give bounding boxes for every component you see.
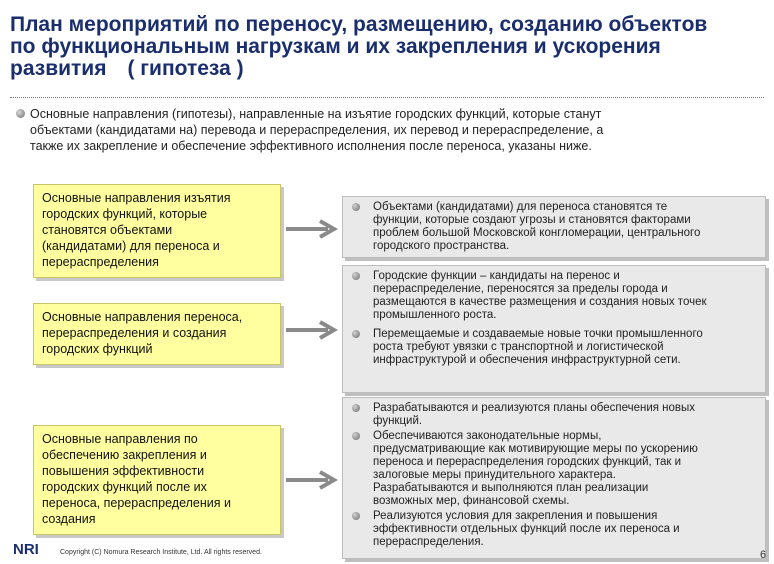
intro-line: также их закрепление и обеспечение эффективного исполнения после переноса, указаны ниже. (30, 139, 592, 153)
intro-paragraph (30, 106, 750, 154)
bullet-icon (352, 432, 360, 440)
item-line: Разрабатываются и выполняются план реализации (373, 482, 649, 494)
list-item (373, 328, 757, 367)
item-line: переноса и перераспределения городских функций, так и (373, 456, 682, 468)
nri-logo: NRI (13, 541, 39, 558)
page-number: 6 (760, 549, 767, 561)
item-line: перераспределение, переносятся за пределы города и (373, 283, 668, 295)
item-line: городского пространства. (373, 240, 510, 252)
item-line: залоговые меры принудительного характера. (373, 469, 616, 481)
title-divider (10, 97, 764, 98)
box-line: Основные направления по (42, 432, 198, 446)
box-line: переноса, перераспределения и (42, 496, 231, 510)
title-line: по функциональным нагрузкам и их закрепления и ускорения (10, 35, 661, 58)
box-line: городских функций (42, 342, 153, 356)
item-line: возможных мер, финансовой схемы. (373, 495, 570, 507)
arrow-right-icon (284, 218, 340, 240)
item-line: эффективности отдельных функций после их переноса и (373, 523, 680, 535)
arrow-right-icon (284, 319, 340, 341)
page-title (10, 14, 766, 80)
item-line: предусматривающие как мотивирующие меры по ускорению (373, 443, 698, 455)
copyright-text: Copyright (C) Nomura Research Institute, Ltd. All rights reserved. (60, 549, 262, 556)
box-line: создания (42, 512, 96, 526)
item-line: Городские функции – кандидаты на перенос и (373, 270, 620, 282)
intro-line: объектами (кандидатами на) перевода и перераспределения, их перевод и перераспределение, а (30, 123, 604, 137)
box-line: Основные направления изъятия (42, 191, 231, 205)
detail-box-transfer (342, 265, 766, 393)
item-line: функций. (373, 415, 423, 427)
item-line: размещаются в качестве размещения и создания новых точек (373, 296, 707, 308)
list-item (373, 430, 757, 508)
box-line: городских функций после их (42, 480, 207, 494)
box-line: Основные направления переноса, (42, 310, 243, 324)
list-item (373, 402, 757, 428)
bullet-icon (352, 203, 360, 211)
item-line: Разрабатываются и реализуются планы обеспечения новых (373, 402, 696, 414)
item-line: функции, которые создают угрозы и становятся факторами (373, 214, 691, 226)
bullet-icon (352, 272, 360, 280)
bullet-icon (352, 330, 360, 338)
item-line: перераспределения. (373, 536, 484, 548)
direction-box-transfer (33, 303, 281, 365)
arrow-right-icon (284, 469, 340, 491)
bullet-icon (16, 109, 25, 118)
box-line: перераспределения и создания (42, 326, 227, 340)
item-line: промышленного роста. (373, 309, 497, 321)
title-line: План мероприятий по переносу, размещению, созданию объектов (10, 13, 708, 36)
box-line: повышения эффективности (42, 464, 205, 478)
box-line: становятся объектами (42, 223, 173, 237)
direction-box-withdrawal (33, 184, 281, 278)
list-item (373, 201, 757, 253)
detail-box-consolidation (342, 397, 766, 559)
bullet-icon (352, 404, 360, 412)
item-line: Реализуются условия для закрепления и повышения (373, 510, 658, 522)
bullet-icon (352, 512, 360, 520)
list-item (373, 270, 757, 322)
box-line: городских функций, которые (42, 207, 208, 221)
item-line: проблем большой Московской конгломерации, центрального (373, 227, 701, 239)
box-line: (кандидатами) для переноса и (42, 239, 220, 253)
detail-box-withdrawal (342, 196, 766, 258)
item-line: роста требуют увязки с транспортной и логистической (373, 341, 664, 353)
item-line: инфраструктурой и обеспечения инфраструктурной сети. (373, 354, 681, 366)
list-item (373, 510, 757, 549)
item-line: Перемещаемые и создаваемые новые точки промышленного (373, 328, 703, 340)
item-line: Обеспечиваются законодательные нормы, (373, 430, 602, 442)
box-line: перераспределения (42, 255, 159, 269)
item-line: Объектами (кандидатами) для переноса становятся те (373, 201, 668, 213)
direction-box-consolidation (33, 425, 281, 535)
title-line: развития ( гипотеза ) (10, 57, 244, 80)
box-line: обеспечению закрепления и (42, 448, 207, 462)
intro-line: Основные направления (гипотезы), направленные на изъятие городских функций, которые станут (30, 107, 602, 121)
